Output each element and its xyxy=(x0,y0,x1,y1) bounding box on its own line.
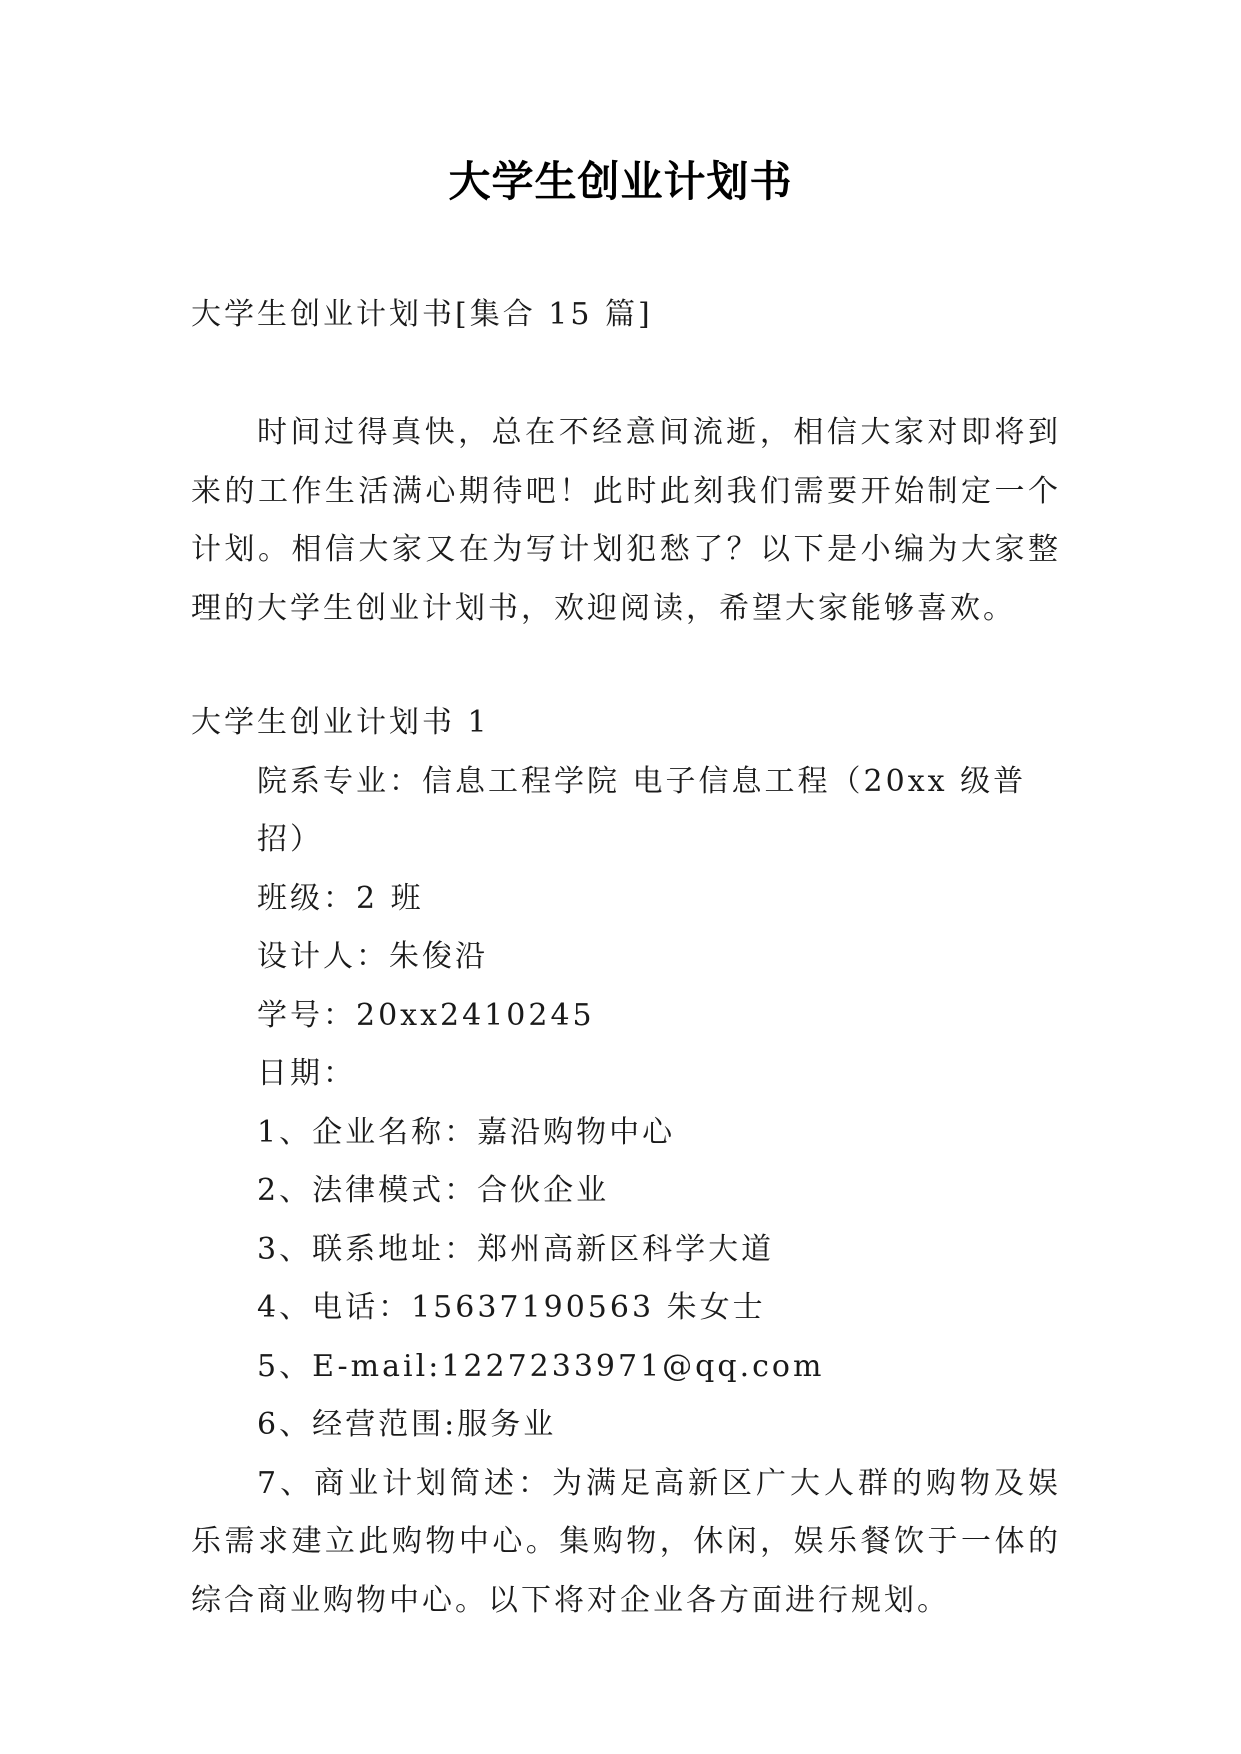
list-item: 5、E-mail:1227233971@qq.com xyxy=(257,1348,825,1384)
summary-paragraph: 7、商业计划简述：为满足高新区广大人群的购物及娱乐需求建立此购物中心。集购物，休闲，娱乐餐饮于一体的综合商业购物中心。以下将对企业各方面进行规划。 xyxy=(191,1465,1061,1618)
date-line: 日期： xyxy=(257,1056,356,1091)
document-subtitle: 大学生创业计划书[集合 15 篇] xyxy=(191,297,653,332)
section-1 xyxy=(191,694,1061,1630)
list-item: 1、企业名称：嘉沿购物中心 xyxy=(257,1114,676,1150)
designer-line: 设计人：朱俊沿 xyxy=(257,939,488,974)
intro-block xyxy=(191,404,1061,638)
section-heading: 大学生创业计划书 1 xyxy=(191,705,490,740)
list-item: 3、联系地址：郑州高新区科学大道 xyxy=(257,1231,775,1267)
list-item: 6、经营范围:服务业 xyxy=(257,1407,557,1442)
list-item: 4、电话：15637190563 朱女士 xyxy=(257,1290,766,1325)
student-id-line: 学号：20xx2410245 xyxy=(257,997,595,1033)
department-line: 院系专业：信息工程学院 电子信息工程（20xx 级普招） xyxy=(257,763,1027,857)
list-item: 2、法律模式：合伙企业 xyxy=(257,1173,610,1208)
class-line: 班级：2 班 xyxy=(257,880,424,916)
intro-paragraph: 时间过得真快，总在不经意间流逝，相信大家对即将到来的工作生活满心期待吧！此时此刻我们需要开始制定一个计划。相信大家又在为写计划犯愁了？以下是小编为大家整理的大学生创业计划书，欢迎阅读，希望大家能够喜欢。 xyxy=(191,415,1061,626)
document-title: 大学生创业计划书 xyxy=(448,157,793,206)
